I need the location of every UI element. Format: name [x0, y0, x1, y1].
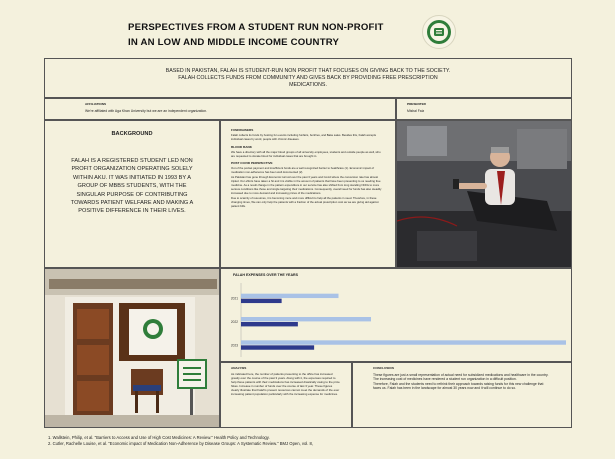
- background-text: FALAH IS A REGISTERED STUDENT LED NON PROFIT ORGANIZATION OPERATING SOLELY WITHIN AKU. IT WAS INITIATED IN 1993 BY A GROUP OF MBBS STUDENTS, WITH THE SINGULAR PURPOSE OF CONTRIBUTING TOWARDS PATIENT WELFARE AND MAKING A POSITIVE DIFFERENCE IN THEIR LIVES.: [70, 158, 194, 215]
- blood-bank-heading: BLOOD BANK: [231, 144, 252, 149]
- title-line-2: IN AN LOW AND MIDDLE INCOME COUNTRY: [128, 37, 340, 48]
- blood-bank-text: We have a directory with all the major blood groups of all university employees, students and outside people as well, who are requested to donate blood for individual cases that are brought in.: [231, 149, 381, 158]
- conclusion-paragraph-2: Therefore, Falah and the students need to rethink their approach towards raising funds for this new challenge that faces us. Falah has been in the landscape for almost 30 years now and it will continue to do so.: [373, 381, 544, 391]
- expenses-chart: [220, 268, 572, 362]
- falah-office-photo: [44, 268, 220, 428]
- background-box: [44, 120, 220, 268]
- post-covid-paragraph-1: Out of the pocket payment and insufficient funds are a well recognized barrier to healthcare (1). Economic impact of medication non-adherence has been well documented (2).: [231, 166, 374, 175]
- blood-donation-photo: [396, 120, 572, 268]
- chart-bar: [241, 345, 314, 349]
- affiliations-heading: AFFILIATIONS: [85, 102, 107, 106]
- poster-title: [128, 20, 428, 50]
- fundraisers-text: Falah collects its funds by hosting fun events including funfairs, bonfires, and Bake sales. Besides this, Falah accepts individual cases by word, people with chronic diseases.: [231, 132, 377, 141]
- intro-text: BASED IN PAKISTAN, FALAH IS STUDENT-RUN NON PROFIT THAT FOCUSES ON GIVING BACK TO THE SOCIETY. FALAH COLLECTS FUNDS FROM COMMUNITY AND GIVES BACK BY PROVIDING FREE PRESCRIPTION MEDICATIONS.: [165, 67, 451, 88]
- presenter-heading: PRESENTER: [407, 102, 426, 106]
- chart-plot: [221, 269, 573, 363]
- analysis-box: [220, 362, 352, 428]
- chart-bar: [241, 322, 298, 326]
- analysis-heading: ANALYSIS: [231, 366, 247, 370]
- intro-box: [44, 58, 572, 98]
- chart-bar: [241, 340, 566, 344]
- chart-bar: [241, 317, 371, 321]
- presenter-name: Mishal Faiz: [407, 109, 425, 113]
- chart-title: FALAH EXPENSES OVER THE YEARS: [233, 273, 299, 277]
- chart-category-label: 2021: [230, 296, 238, 301]
- conclusion-heading: CONCLUSION: [373, 366, 394, 370]
- post-covid-paragraph-2: As Pakistan has gone through Economic turmoil over the past 3 years and Covid where the conversion rate has almost tripled. Our efforts have taken a hit and it is visible in the amount of patients that have been presenting to us needing free medicine. As a result change in the pattern expenditure in our service has also shifted from long standing NCDs to more serious conditions like those and single targeting their medications. Consequently, overall need for funds has also steadily increased due to more demand and increasing prices of the medications.: [231, 175, 382, 195]
- analysis-text: As indicated here, the number of patients presenting to the office has increased greatly over the course of the past 3 years. Along with it, the expenses required to help these patients with their medications has increased drastically owing to the price hikes. Increase in number of funds over the course of last 3 year. These figures clearly illustrate that Falah's present resources cannot meet the demands of the ever increasing patient population particularly with the increasing expense for medicines.: [231, 372, 340, 396]
- reference-2: 2. Cutler, Rachelle Louise, et al. "Economic impact of Medication Non-Adherence by Disease Groups: A Systematic Review." BMJ Open, vol. 8,: [48, 441, 314, 447]
- presenter-box: [396, 98, 572, 120]
- activities-box: [220, 120, 396, 268]
- chart-bar: [241, 294, 339, 298]
- reference-1: 1. Wallstein, Philip, et al. "Barriers to Access and Use of High Cost Medicines: A Review." Health Policy and Technology.: [48, 435, 270, 440]
- conclusion-box: [352, 362, 572, 428]
- post-covid-paragraph-3: Due to scarcity of resources, it is becoming more and more difficult to help all the patients in need. Therefore, in these changing times, We can only help the patients with a fraction of the actual prescription cost as we are giving aid against patient bills.: [231, 195, 379, 208]
- chart-category-label: 2022: [230, 320, 238, 324]
- chart-category-label: 2023: [230, 343, 238, 348]
- falah-logo: [422, 15, 456, 49]
- affiliations-text: We're affiliated with Aga Khan University but we are an independent organization.: [85, 109, 208, 113]
- references: [48, 435, 568, 447]
- title-line-1: PERSPECTIVES FROM A STUDENT RUN NON-PROFIT: [128, 22, 384, 33]
- affiliations-box: [44, 98, 396, 120]
- post-covid-heading: POST COVID PERSPECTIVE: [231, 161, 273, 166]
- chart-bar: [241, 299, 282, 303]
- fundraisers-heading: FUNDRAISERS: [231, 128, 254, 132]
- background-heading: BACKGROUND: [111, 131, 153, 137]
- conclusion-paragraph-1: These figures are just a small representation of actual need for subsidized medications and healthcare in the country. The increasing cost of medicines have rendered a student run organization in a difficult position.: [373, 372, 549, 382]
